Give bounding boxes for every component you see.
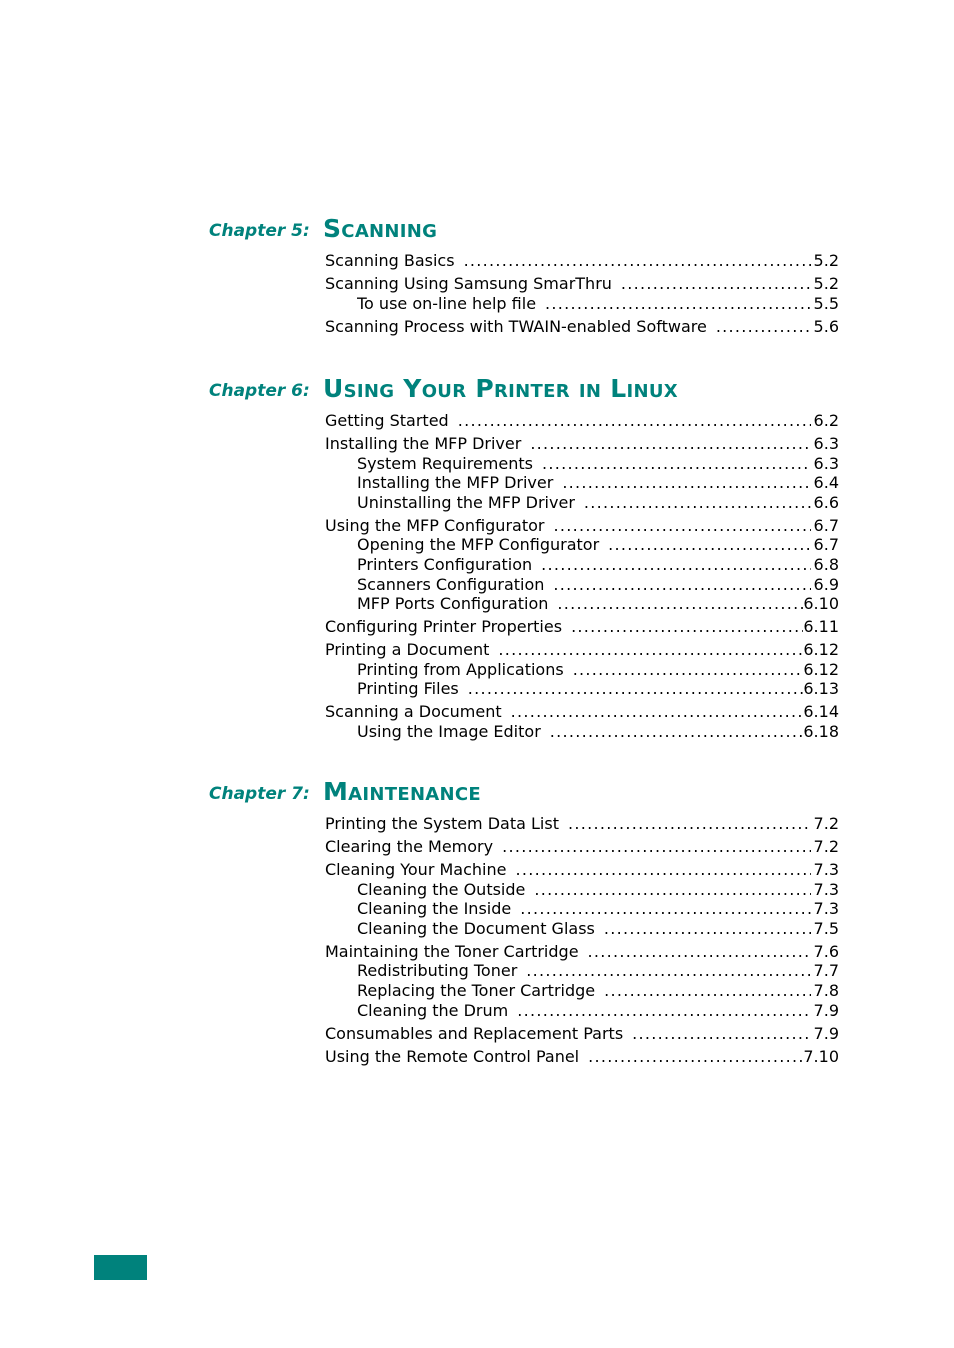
toc-page-number: 6.7 <box>813 535 839 555</box>
toc-page-number: 7.8 <box>813 981 839 1000</box>
toc-entry-title: Printing from Applications <box>357 659 564 679</box>
dot-leader <box>533 454 811 474</box>
dot-leader <box>623 1024 811 1044</box>
toc-entry <box>325 1024 839 1044</box>
page-tab-marker <box>94 1255 147 1280</box>
dot-leader <box>544 516 811 536</box>
toc-subentry <box>357 535 839 555</box>
chapter-title: Maintenance <box>323 777 482 806</box>
toc-entry-title: System Requirements <box>357 453 533 473</box>
chapter-label: Chapter 5: <box>209 221 310 241</box>
toc-page-number: 7.3 <box>813 879 839 899</box>
toc-entry-title: Replacing the Toner Cartridge <box>357 981 596 1000</box>
toc-page-number: 7.7 <box>813 961 839 981</box>
dot-leader <box>595 919 811 939</box>
dot-leader <box>553 473 811 493</box>
toc-entry <box>325 516 839 536</box>
toc-entry-title: Scanning Basics <box>325 251 455 270</box>
dot-leader <box>521 434 811 454</box>
dot-leader <box>489 640 803 660</box>
dot-leader <box>599 535 811 555</box>
toc-entry-title: Maintaining the Toner Cartridge <box>325 941 579 961</box>
dot-leader <box>612 274 811 294</box>
toc-page-number: 6.10 <box>803 594 839 614</box>
dot-leader <box>459 679 804 699</box>
toc-entry <box>325 640 839 660</box>
toc-page-number: 7.6 <box>813 941 839 961</box>
dot-leader <box>548 594 803 614</box>
toc-subentry <box>357 594 839 614</box>
toc-entry <box>325 317 839 337</box>
toc-subentry <box>357 473 839 493</box>
dot-leader <box>544 575 811 595</box>
dot-leader <box>525 880 811 900</box>
toc-entry-title: Clearing the Memory <box>325 837 494 856</box>
dot-leader <box>579 942 811 962</box>
toc-subentry <box>357 961 839 981</box>
toc-entry-title: Printing Files <box>357 679 459 699</box>
toc-page-number: 5.2 <box>813 274 839 293</box>
toc-entry <box>325 814 839 834</box>
dot-leader <box>575 493 811 513</box>
toc-page-number: 6.12 <box>803 640 839 660</box>
chapter-heading <box>0 214 954 248</box>
dot-leader <box>506 860 811 880</box>
toc-entry <box>325 1047 839 1067</box>
toc-page-number: 6.6 <box>813 492 839 512</box>
dot-leader <box>579 1047 803 1067</box>
toc-entry <box>325 274 839 294</box>
toc-page-number: 7.3 <box>813 899 839 919</box>
toc-page-number: 6.4 <box>813 473 839 493</box>
dot-leader <box>559 814 811 834</box>
toc-subentry <box>357 294 839 314</box>
dot-leader <box>449 411 811 431</box>
toc-page-number: 6.12 <box>803 659 839 679</box>
toc-page-number: 6.11 <box>803 617 839 637</box>
toc-entry-title: Installing the MFP Driver <box>357 473 554 493</box>
chapter-label: Chapter 7: <box>209 784 310 804</box>
dot-leader <box>541 722 804 742</box>
dot-leader <box>595 981 811 1001</box>
toc-entry <box>325 837 839 857</box>
toc-entry-title: Scanners Configuration <box>357 574 545 594</box>
toc-page-number: 6.3 <box>813 434 839 453</box>
toc-page-number: 6.3 <box>813 453 839 473</box>
toc-subentry <box>357 722 839 742</box>
toc-page-number: 7.2 <box>813 837 839 856</box>
toc-subentry <box>357 679 839 699</box>
toc-subentry <box>357 454 839 474</box>
toc-entry-title: Consumables and Replacement Parts <box>325 1023 624 1043</box>
dot-leader <box>511 899 811 919</box>
toc-entry <box>325 860 839 880</box>
toc-page-number: 7.10 <box>803 1046 839 1066</box>
toc-entry-title: Printing the System Data List <box>325 814 559 833</box>
chapter-heading <box>0 374 954 408</box>
toc-entry-title: Uninstalling the MFP Driver <box>357 492 575 512</box>
toc-subentry <box>357 981 839 1001</box>
toc-entry-title: Using the Remote Control Panel <box>325 1046 580 1066</box>
toc-page-number: 5.6 <box>813 316 839 336</box>
toc-entry-title: MFP Ports Configuration <box>357 594 549 614</box>
toc-subentry <box>357 880 839 900</box>
chapter-heading <box>0 777 954 811</box>
toc-page-number: 6.7 <box>813 515 839 535</box>
toc-entry-title: Printing a Document <box>325 640 490 660</box>
toc-entry-title: Configuring Printer Properties <box>325 617 563 637</box>
toc-entry-title: Scanning Using Samsung SmarThru <box>325 274 612 293</box>
toc-page-number: 6.13 <box>803 679 839 699</box>
toc-entry <box>325 434 839 454</box>
chapter-title: Using Your Printer in Linux <box>323 374 678 403</box>
toc-entry-title: Scanning Process with TWAIN-enabled Software <box>325 316 707 336</box>
dot-leader <box>502 702 804 722</box>
dot-leader <box>455 251 811 271</box>
chapter-label: Chapter 6: <box>209 381 310 401</box>
toc-page-number: 7.2 <box>813 814 839 833</box>
toc-subentry <box>357 899 839 919</box>
dot-leader <box>562 617 803 637</box>
toc-entry-title: Scanning a Document <box>325 702 502 722</box>
toc-entry-title: Cleaning the Drum <box>357 1000 509 1020</box>
dot-leader <box>536 294 811 314</box>
dot-leader <box>517 961 811 981</box>
toc-entry <box>325 251 839 271</box>
toc-entry-title: Using the MFP Configurator <box>325 515 545 535</box>
toc-entry <box>325 942 839 962</box>
toc-entry-title: Using the Image Editor <box>357 722 541 741</box>
toc-entry-title: Opening the MFP Configurator <box>357 535 600 555</box>
dot-leader <box>493 837 811 857</box>
toc-page-number: 6.14 <box>803 702 839 722</box>
toc-subentry <box>357 575 839 595</box>
toc-entry <box>325 702 839 722</box>
toc-entry-title: Cleaning Your Machine <box>325 860 507 879</box>
toc-page-number: 6.18 <box>803 722 839 741</box>
toc-page-number: 5.2 <box>813 251 839 270</box>
toc-subentry <box>357 493 839 513</box>
chapter-title: Scanning <box>323 214 438 243</box>
toc-entry-title: Cleaning the Outside <box>357 879 526 899</box>
toc-entry-title: Cleaning the Document Glass <box>357 918 595 938</box>
toc-subentry <box>357 919 839 939</box>
toc-subentry <box>357 555 839 575</box>
toc-page-number: 6.9 <box>813 574 839 594</box>
toc-page-number: 7.9 <box>813 1000 839 1020</box>
toc-entry-title: Cleaning the Inside <box>357 899 512 919</box>
dot-leader <box>508 1001 811 1021</box>
toc-entry-title: Redistributing Toner <box>357 961 518 981</box>
toc-page-number: 7.3 <box>813 860 839 879</box>
toc-entry-title: Getting Started <box>325 411 449 430</box>
toc-entry-title: Installing the MFP Driver <box>325 434 522 453</box>
toc-entry <box>325 617 839 637</box>
toc-page-number: 6.8 <box>813 555 839 574</box>
toc-subentry <box>357 660 839 680</box>
toc-entry <box>325 411 839 431</box>
dot-leader <box>707 317 811 337</box>
toc-entry-title: To use on-line help file <box>357 293 537 313</box>
toc-page-number: 7.5 <box>813 918 839 938</box>
toc-page-number: 6.2 <box>813 411 839 430</box>
toc-page-number: 5.5 <box>813 293 839 313</box>
dot-leader <box>532 555 811 575</box>
toc-subentry <box>357 1001 839 1021</box>
toc-page-number: 7.9 <box>813 1023 839 1043</box>
dot-leader <box>564 660 804 680</box>
toc-entry-title: Printers Configuration <box>357 555 533 574</box>
